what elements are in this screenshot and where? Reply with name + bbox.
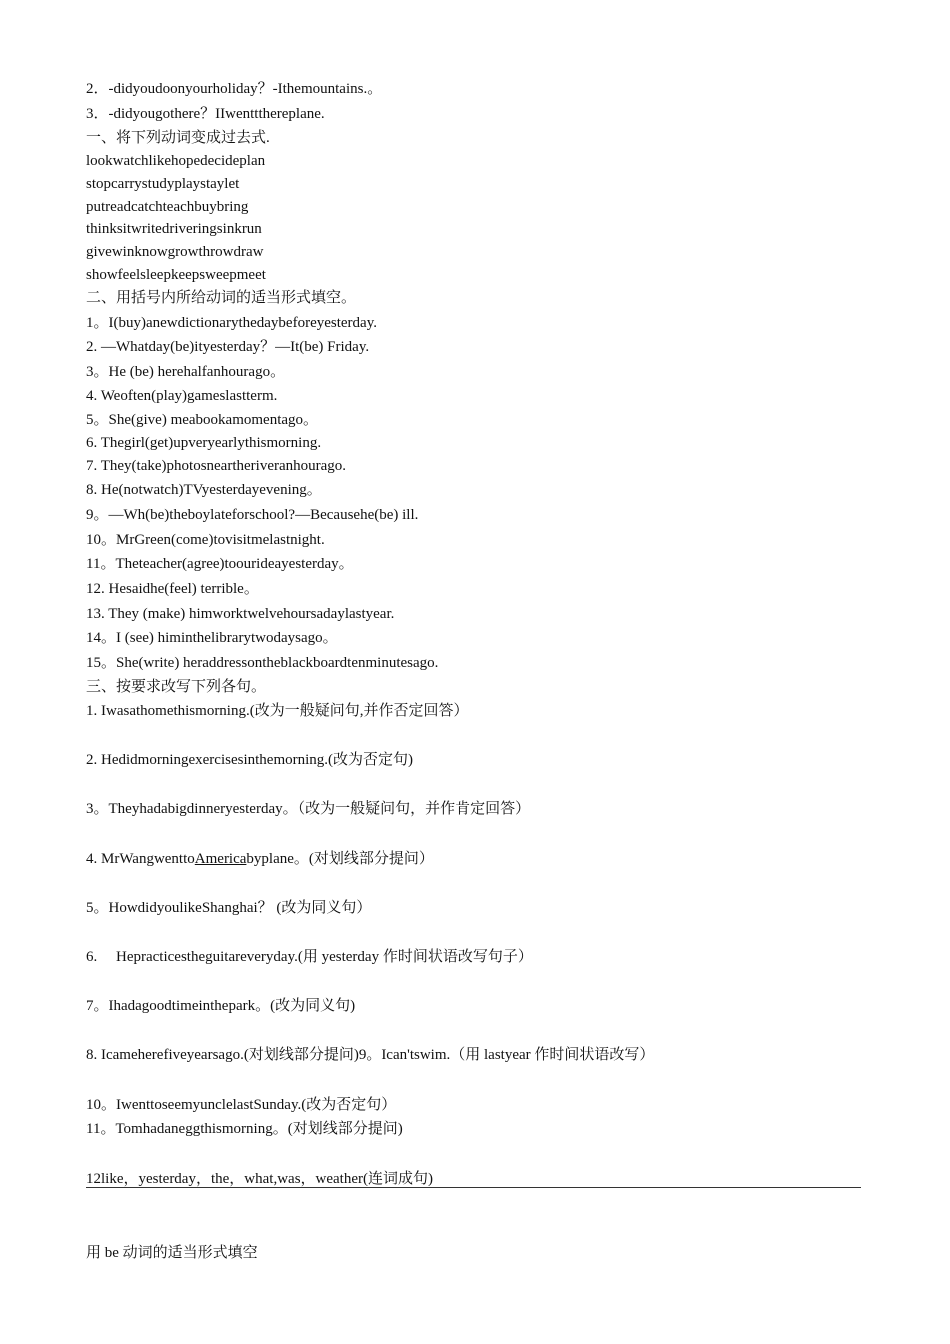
rewrite-item: 12like，yesterday，the，what,was，weather(连词成句) (86, 1171, 433, 1187)
section-title-rewrite: 三、按要求改写下列各句。 (86, 679, 267, 695)
verb-list-line: givewinknowgrowthrowdraw (86, 244, 264, 260)
section-title-be-verb: 用 be 动词的适当形式填空 (86, 1245, 258, 1261)
fill-blank-item: 7. They(take)photosneartheriveranhourago. (86, 458, 347, 474)
fill-blank-item: 6. Thegirl(get)upveryearlythismorning. (86, 435, 322, 451)
rewrite-item: 8. Icameherefiveyearsago.(对划线部分提问)9。Ican'tswim.（用 lastyear 作时间状语改写） (86, 1047, 655, 1063)
rewrite-item: 6. Hepracticestheguitareveryday.(用 yesterday 作时间状语改写句子） (86, 949, 533, 965)
fill-blank-item: 2. —Whatday(be)ityesterday？—It(be) Friday. (86, 339, 370, 355)
fill-blank-item: 13. They (make) himworktwelvehoursadaylastyear. (86, 606, 395, 622)
fill-blank-item: 9。—Wh(be)theboylateforschool?—Becausehe(be) ill. (86, 507, 419, 523)
rewrite-item: 11。Tomhadaneggthismorning。(对划线部分提问) (86, 1121, 403, 1137)
fill-blank-item: 8. He(notwatch)TVyesterdayevening。 (86, 482, 322, 498)
rewrite-item: 3。Theyhadabigdinneryesterday。（改为一般疑问句，并作肯定回答） (86, 801, 531, 817)
exercise-line: 2．-didyoudoonyourholiday？-Ithemountains.。 (86, 81, 383, 97)
fill-blank-item: 3。He (be) herehalfanhourago。 (86, 364, 286, 380)
rewrite-item: 10。IwenttoseemyunclelastSunday.(改为否定句） (86, 1097, 397, 1113)
rewrite-item (86, 849, 434, 869)
section-title-past-tense: 一、将下列动词变成过去式. (86, 130, 270, 146)
underlined-word: America (194, 851, 247, 867)
rewrite-item-text: 4. MrWangwentto (86, 851, 195, 867)
rewrite-item: 5。HowdidyoulikeShanghai？ (改为同义句） (86, 900, 372, 916)
rewrite-item-text: byplane。(对划线部分提问） (246, 851, 434, 867)
fill-blank-item: 4. Weoften(play)gameslastterm. (86, 388, 278, 404)
verb-list-line: stopcarrystudyplaystaylet (86, 176, 240, 192)
verb-list-line: putreadcatchteachbuybring (86, 199, 249, 215)
answer-rule (86, 1187, 861, 1188)
fill-blank-item: 11。Theteacher(agree)toourideayesterday。 (86, 556, 354, 572)
section-title-fill-blank: 二、用括号内所给动词的适当形式填空。 (86, 290, 357, 306)
fill-blank-item: 14。I (see) himinthelibrarytwodaysago。 (86, 630, 338, 646)
fill-blank-item: 15。She(write) heraddressontheblackboardtenminutesago. (86, 655, 439, 671)
verb-list-line: thinksitwritedriveringsinkrun (86, 221, 262, 237)
fill-blank-item: 12. Hesaidhe(feel) terrible。 (86, 581, 259, 597)
verb-list-line: showfeelsleepkeepsweepmeet (86, 267, 266, 283)
fill-blank-item: 1。I(buy)anewdictionarythedaybeforeyesterday. (86, 315, 377, 331)
rewrite-item: 2. Hedidmorningexercisesinthemorning.(改为否定句) (86, 752, 414, 768)
fill-blank-item: 5。She(give) meabookamomentago。 (86, 412, 319, 428)
fill-blank-item: 10。MrGreen(come)tovisitmelastnight. (86, 532, 325, 548)
rewrite-item: 1. Iwasathomethismorning.(改为一般疑问句,并作否定回答） (86, 703, 469, 719)
rewrite-item: 7。Ihadagoodtimeinthepark。(改为同义句) (86, 998, 356, 1014)
exercise-line: 3．-didyougothere？IIwenttthereplane. (86, 106, 325, 122)
verb-list-line: lookwatchlikehopedecideplan (86, 153, 266, 169)
